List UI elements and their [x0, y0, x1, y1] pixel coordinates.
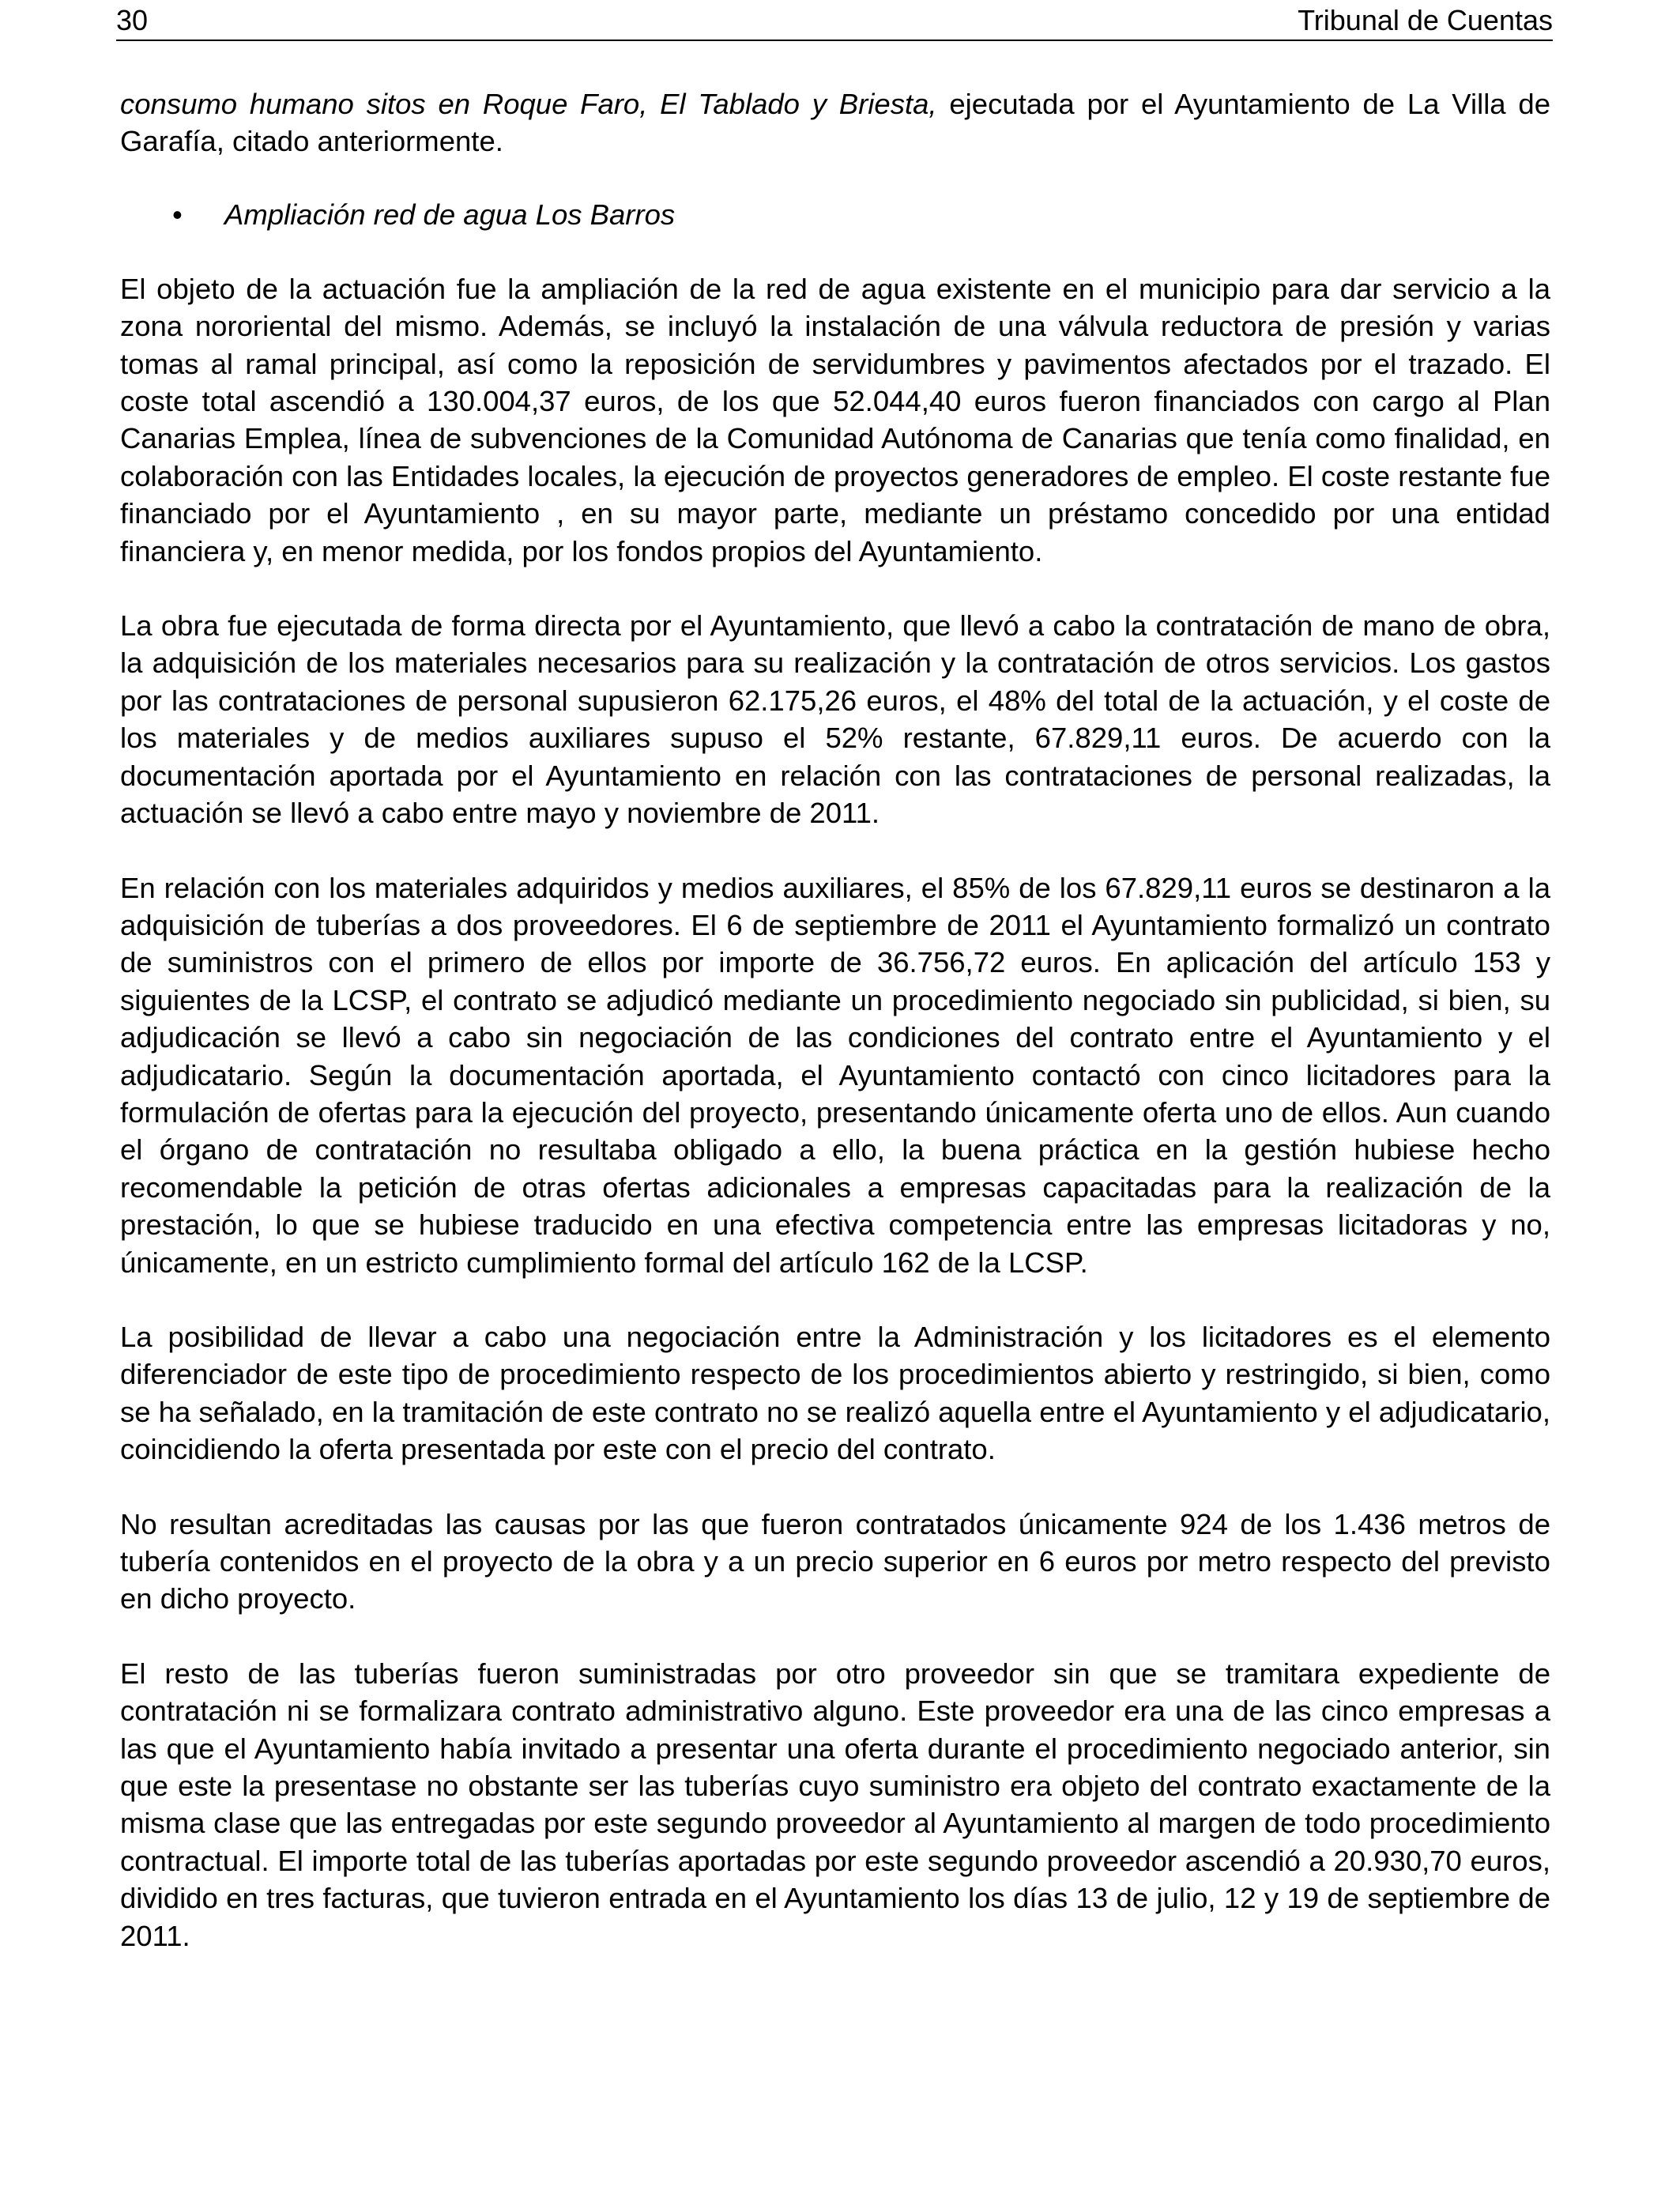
bullet-icon: • — [172, 198, 183, 231]
running-title: Tribunal de Cuentas — [1298, 4, 1553, 36]
page-number: 30 — [116, 4, 149, 36]
paragraph-resto: El resto de las tuberías fueron suministradas por otro proveedor sin que se tramitara expediente de contratación ni se formalizara contrato administrativo alguno. Este proveedor era una de las cinco empresas a las que el Ayuntamiento había invitado a presentar una oferta durante el procedimiento negociado anterior, sin que este la presentase no obstante ser las tuberías cuyo suministro era objeto del contrato exactamente de la misma clase que las entregadas por este segundo proveedor al Ayuntamiento al margen de todo procedimiento contractual. El importe total de las tuberías aportadas por este segundo proveedor ascendió a 20.930,70 euros, dividido en tres facturas, que tuvieron entrada en el Ayuntamiento los días 13 de julio, 12 y 19 de septiembre de 2011. — [120, 1657, 1550, 1952]
document-body — [120, 85, 1550, 1955]
bullet-heading: Ampliación red de agua Los Barros — [224, 198, 676, 231]
intro-paragraph — [120, 85, 1550, 160]
intro-italic-text: consumo humano sitos en Roque Faro, El Tablado y Briesta, — [120, 88, 937, 120]
bullet-item — [120, 196, 1550, 233]
page-header — [116, 0, 1553, 41]
paragraph-negociacion: La posibilidad de llevar a cabo una negociación entre la Administración y los licitadores es el elemento diferenciador de este tipo de procedimiento respecto de los procedimientos abierto y restringido, si bien, como se ha señalado, en la tramitación de este contrato no se realizó aquella entre el Ayuntamiento y el adjudicatario, coincidiendo la oferta presentada por este con el precio del contrato. — [120, 1320, 1550, 1466]
paragraph-causas: No resultan acreditadas las causas por las que fueron contratados únicamente 924 de los 1.436 metros de tubería contenidos en el proyecto de la obra y a un precio superior en 6 euros por metro respecto del previsto en dicho proyecto. — [120, 1507, 1550, 1615]
paragraph-materiales: En relación con los materiales adquiridos y medios auxiliares, el 85% de los 67.829,11 euros se destinaron a la adquisición de tuberías a dos proveedores. El 6 de septiembre de 2011 el Ayuntamiento formalizó un contrato de suministros con el primero de ellos por importe de 36.756,72 euros. En aplicación del artículo 153 y siguientes de la LCSP, el contrato se adjudicó mediante un procedimiento negociado sin publicidad, si bien, su adjudicación se llevó a cabo sin negociación de las condiciones del contrato entre el Ayuntamiento y el adjudicatario. Según la documentación aportada, el Ayuntamiento contactó con cinco licitadores para la formulación de ofertas para la ejecución del proyecto, presentando únicamente oferta uno de ellos. Aun cuando el órgano de contratación no resultaba obligado a ello, la buena práctica en la gestión hubiese hecho recomendable la petición de otras ofertas adicionales a empresas capacitadas para la realización de la prestación, lo que se hubiese traducido en una efectiva competencia entre las empresas licitadoras y no, únicamente, en un estricto cumplimiento formal del artículo 162 de la LCSP. — [120, 871, 1550, 1279]
intro-text: ejecutada por el Ayuntamiento de La Villa de Garafía, citado anteriormente. — [120, 88, 1551, 158]
paragraph-objeto: El objeto de la actuación fue la ampliación de la red de agua existente en el municipio para dar servicio a la zona nororiental del mismo. Además, se incluyó la instalación de una válvula reductora de presión y varias tomas al ramal principal, así como la reposición de servidumbres y pavimentos afectados por el trazado. El coste total ascendió a 130.004,37 euros, de los que 52.044,40 euros fueron financiados con cargo al Plan Canarias Emplea, línea de subvenciones de la Comunidad Autónoma de Canarias que tenía como finalidad, en colaboración con las Entidades locales, la ejecución de proyectos generadores de empleo. El coste restante fue financiado por el Ayuntamiento , en su mayor parte, mediante un préstamo concedido por una entidad financiera y, en menor medida, por los fondos propios del Ayuntamiento. — [120, 272, 1550, 567]
paragraph-obra: La obra fue ejecutada de forma directa por el Ayuntamiento, que llevó a cabo la contratación de mano de obra, la adquisición de los materiales necesarios para su realización y la contratación de otros servicios. Los gastos por las contrataciones de personal supusieron 62.175,26 euros, el 48% del total de la actuación, y el coste de los materiales y de medios auxiliares supuso el 52% restante, 67.829,11 euros. De acuerdo con la documentación aportada por el Ayuntamiento en relación con las contrataciones de personal realizadas, la actuación se llevó a cabo entre mayo y noviembre de 2011. — [120, 609, 1550, 830]
